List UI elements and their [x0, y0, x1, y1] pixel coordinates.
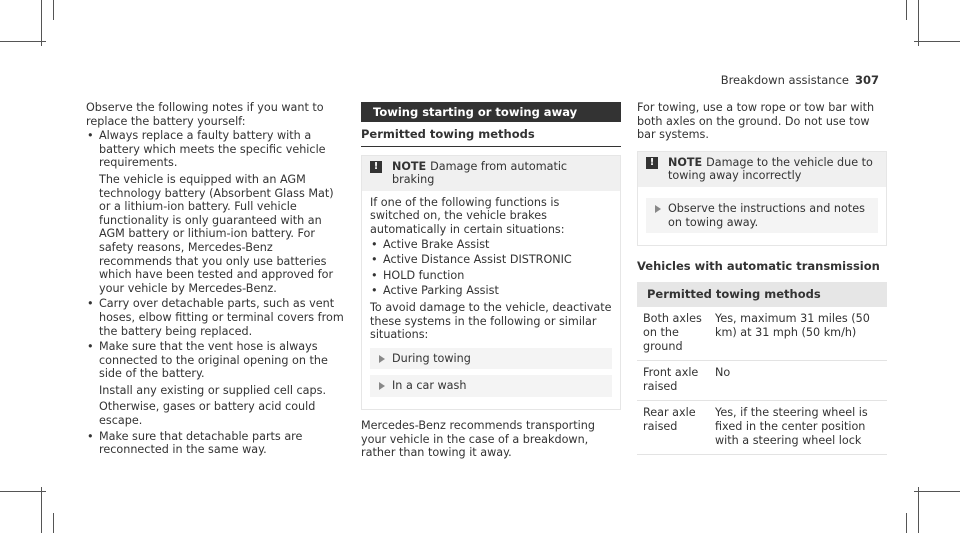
crop-mark — [914, 41, 960, 42]
list-item-detail: The vehicle is equipped with an AGM technology battery (Absorbent Glass Mat) or a lithium-ion battery. Full vehicle functionality is only guaranteed with an AGM battery or lithium-ion battery. For safety reasons, Mercedes-Benz recommends that you only use batteries which have been tested and approved for your vehicle by Mercedes-Benz. — [99, 172, 334, 295]
intro-text: For towing, use a tow rope or tow bar with both axles on the ground. Do not use tow bar systems. — [637, 101, 875, 142]
crop-mark — [53, 0, 54, 20]
intro-text: Observe the following notes if you want to replace the battery yourself: — [86, 101, 324, 128]
instruction-step — [646, 198, 878, 233]
crop-mark — [0, 41, 46, 42]
note-body — [362, 191, 620, 409]
column-battery-notes — [86, 101, 348, 459]
subheading: Permitted towing methods — [361, 122, 621, 147]
note-text: To avoid damage to the vehicle, deactivate these systems in the following or similar situations: — [370, 300, 612, 342]
list-item: • Active Parking Assist — [370, 284, 612, 298]
table-cell-value: Yes, maximum 31 miles (50 km) at 31 mph (50 km/h) — [709, 307, 887, 360]
crop-mark — [53, 513, 54, 533]
subheading: Vehicles with automatic transmission — [637, 259, 880, 274]
play-arrow-icon — [655, 205, 661, 213]
note-body — [638, 187, 886, 245]
note-header — [638, 152, 886, 187]
list-item-detail: Install any existing or supplied cell caps. — [99, 383, 327, 397]
note-text: If one of the following functions is switched on, the vehicle brakes automatically in certain situations: — [370, 195, 565, 236]
list-item: • HOLD function — [370, 269, 612, 283]
section-name: Breakdown assistance — [720, 73, 849, 87]
section-title: Towing starting or towing away — [361, 102, 621, 122]
list-item: • Make sure that the vent hose is always connected to the original opening on the side of the battery. — [86, 340, 348, 381]
body-text: Mercedes-Benz recommends transporting your vehicle in the case of a breakdown, rather than towing it away. — [361, 418, 595, 460]
play-arrow-icon — [379, 382, 385, 390]
list-item: • Make sure that detachable parts are reconnected in the same way. — [86, 430, 348, 457]
table-row — [637, 361, 887, 401]
note-box — [637, 151, 887, 246]
column-towing — [361, 101, 621, 461]
step-text: Observe the instructions and notes on towing away. — [668, 201, 865, 229]
crop-mark — [914, 491, 960, 492]
note-title: Damage to the vehicle due to towing away incorrectly — [668, 155, 873, 183]
column-towing-methods — [637, 101, 887, 455]
crop-mark — [906, 0, 907, 20]
table-cell-value: Yes, if the steering wheel is fixed in the center position with a steering wheel lock — [709, 401, 887, 455]
instruction-step — [370, 348, 612, 370]
play-arrow-icon — [379, 355, 385, 363]
table-row — [637, 401, 887, 455]
table-header: Permitted towing methods — [637, 282, 887, 308]
instruction-step — [370, 375, 612, 397]
list-item: • Always replace a faulty battery with a battery which meets the specific vehicle requirements. — [86, 129, 348, 170]
crop-mark — [41, 487, 42, 533]
note-label: NOTE — [668, 155, 703, 169]
warning-icon: ! — [646, 157, 658, 169]
towing-methods-table — [637, 282, 887, 455]
crop-mark — [41, 0, 42, 46]
step-text: In a car wash — [392, 379, 467, 393]
note-title: Damage from automatic braking — [392, 159, 568, 187]
list-item: • Carry over detachable parts, such as vent hoses, elbow fitting or terminal covers from the battery being replaced. — [86, 297, 348, 338]
crop-mark — [918, 0, 919, 46]
table-cell-method: Front axle raised — [637, 361, 709, 401]
step-text: During towing — [392, 351, 471, 365]
table-cell-method: Rear axle raised — [637, 401, 709, 455]
warning-icon: ! — [370, 161, 382, 173]
table-cell-value: No — [709, 361, 887, 401]
list-item: • Active Brake Assist — [370, 238, 612, 252]
note-label: NOTE — [392, 159, 427, 173]
crop-mark — [918, 487, 919, 533]
list-item: • Active Distance Assist DISTRONIC — [370, 253, 612, 267]
crop-mark — [0, 491, 46, 492]
note-header — [362, 156, 620, 191]
page-number: 307 — [854, 73, 879, 87]
note-box — [361, 155, 621, 410]
table-row — [637, 307, 887, 360]
running-head — [721, 74, 879, 88]
list-item-detail: Otherwise, gases or battery acid could escape. — [99, 400, 316, 428]
crop-mark — [906, 513, 907, 533]
table-cell-method: Both axles on the ground — [637, 307, 709, 360]
